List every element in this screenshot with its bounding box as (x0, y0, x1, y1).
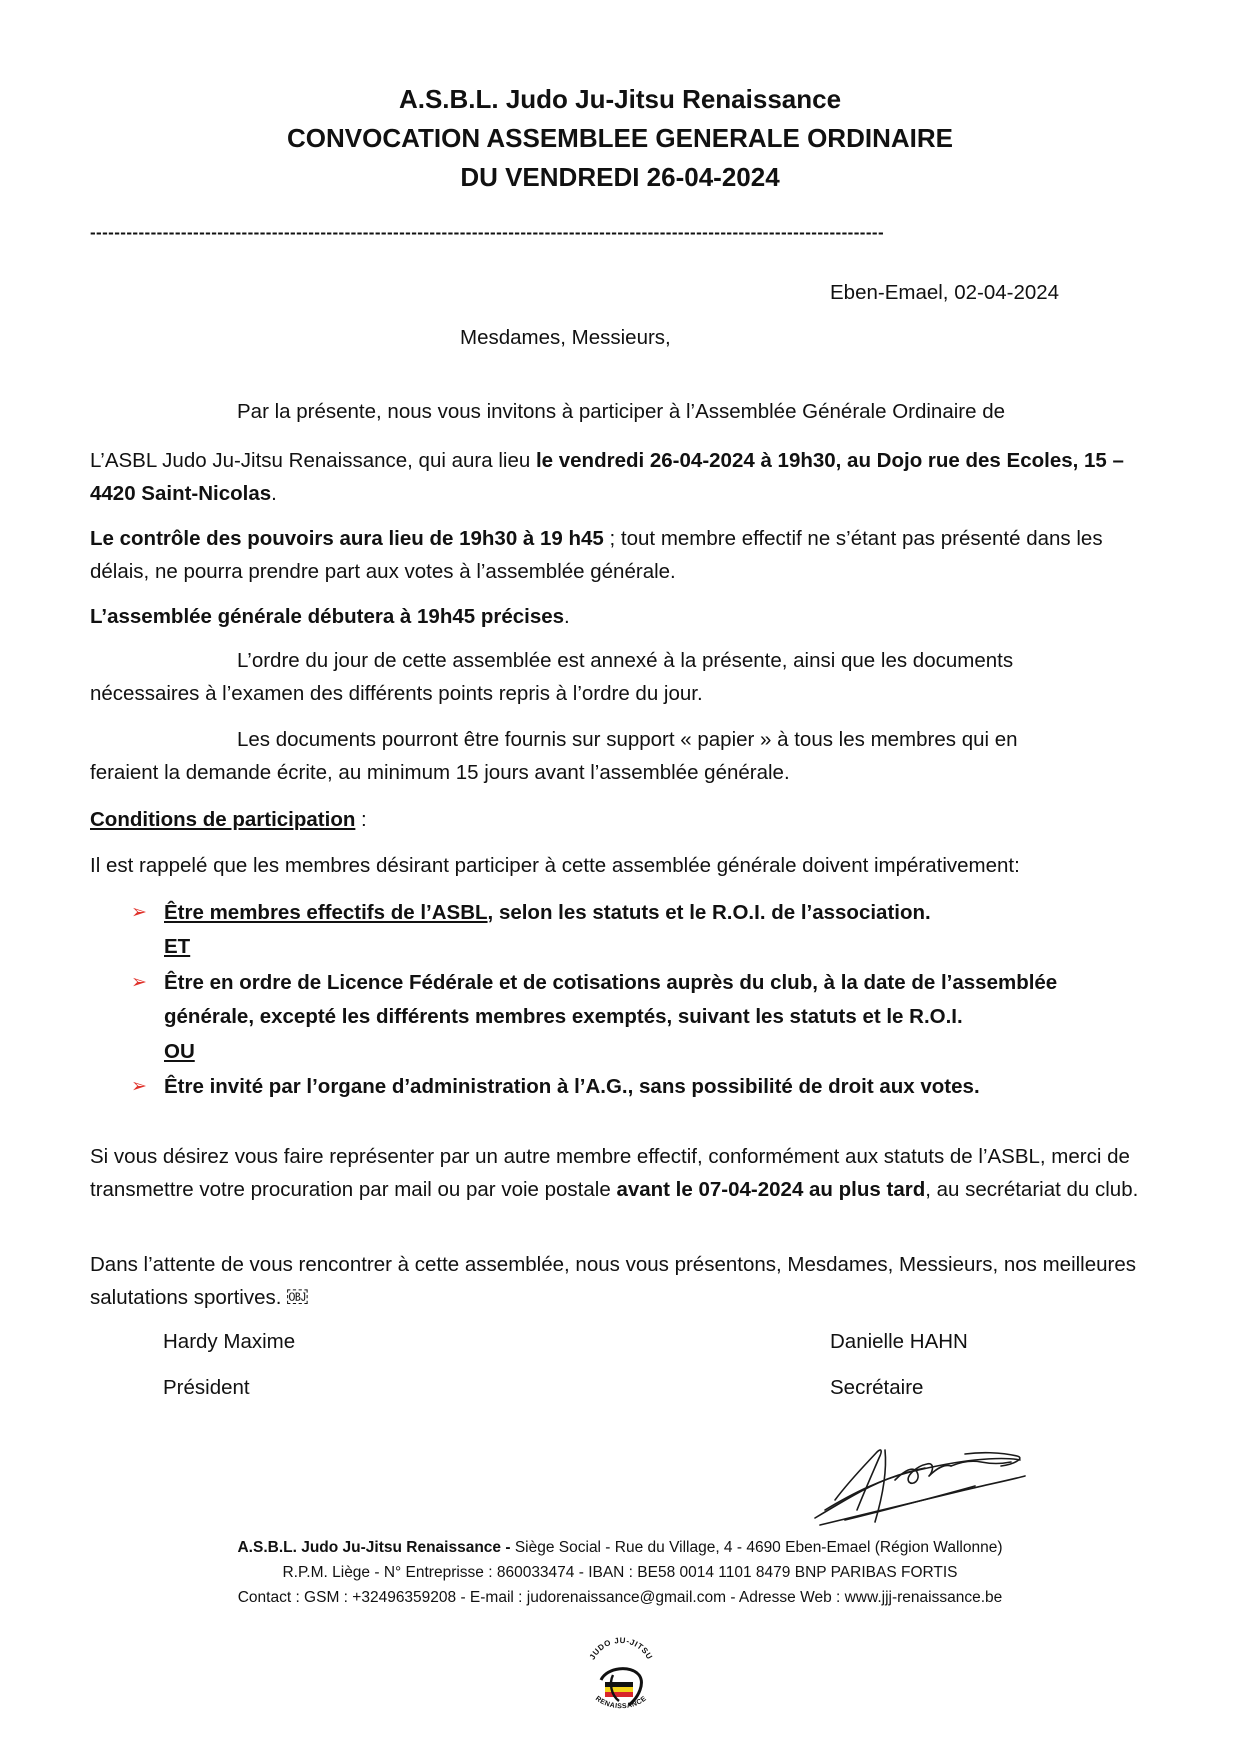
paragraph-4-line-1: L’ordre du jour de cette assemblée est annexé à la présente, ainsi que les documents (237, 649, 1014, 672)
condition-2-text: Être en ordre de Licence Fédérale et de cotisations auprès du club, à la date de l’assemblée générale, excepté les différents membres exemptés, suivant les statuts et le R.O.I. (164, 971, 1058, 1028)
footer-line-1 (0, 1535, 1240, 1560)
footer-line-2: R.P.M. Liège - N° Entreprisse : 860033474 - IBAN : BE58 0014 1101 8479 BNP PARIBAS FORTIS (282, 1564, 958, 1581)
paragraph-6-text: Si vous désirez vous faire représenter par un autre membre effectif, conformément aux statuts de l’ASBL, merci de transmettre votre procuration par mail ou par voie postale (90, 1145, 1130, 1201)
handwritten-signature (805, 1440, 1035, 1530)
condition-item-2 (131, 966, 1135, 1034)
title-convocation: CONVOCATION ASSEMBLEE GENERALE ORDINAIRE (287, 123, 953, 153)
separator-ou: OU (164, 1040, 195, 1063)
footer-organization: A.S.B.L. Judo Ju-Jitsu Renaissance - (237, 1539, 511, 1556)
logo-top-text: JUDO JU-JITSU (587, 1635, 655, 1662)
title-date: DU VENDREDI 26-04-2024 (460, 162, 780, 192)
paragraph-4-line-2: nécessaires à l’examen des différents points repris à l’ordre du jour. (90, 682, 703, 705)
paragraph-2-text: ; tout membre effectif ne s’étant pas présenté dans les délais, ne pourra prendre part aux votes à l’assemblée générale. (90, 527, 1103, 583)
arrow-bullet-icon: ➢ (131, 902, 147, 923)
signatory-right-name: Danielle HAHN (830, 1330, 968, 1353)
condition-item-3 (131, 1070, 1135, 1104)
paragraph-6 (90, 1140, 1155, 1206)
place-date: Eben-Emael, 02-04-2024 (830, 281, 1060, 304)
paragraph-7: Dans l’attente de vous rencontrer à cette assemblée, nous vous présentons, Mesdames, Messieurs, nos meilleures salutations sportives. ￼ (90, 1253, 1137, 1309)
signatory-left-name: Hardy Maxime (163, 1330, 296, 1353)
conditions-title: Conditions de participation (90, 808, 356, 831)
condition-item-1 (131, 896, 1135, 930)
condition-1-underlined: Être membres effectifs de l’ASBL (164, 901, 488, 924)
paragraph-6-end: , au secrétariat du club. (925, 1178, 1139, 1201)
paragraph-3-end: . (564, 605, 570, 628)
title-organization: A.S.B.L. Judo Ju-Jitsu Renaissance (398, 84, 842, 114)
arrow-bullet-icon: ➢ (131, 1076, 147, 1097)
proxy-check-time: Le contrôle des pouvoirs aura lieu de 19h30 à 19 h45 (90, 527, 604, 550)
paragraph-1-text: L’ASBL Judo Ju-Jitsu Renaissance, qui aura lieu (90, 449, 536, 472)
condition-1-text: , selon les statuts et le R.O.I. de l’association. (487, 901, 931, 924)
conditions-heading (90, 804, 367, 836)
footer-line-3: Contact : GSM : +32496359208 - E-mail : judorenaissance@gmail.com - Adresse Web : www.jjj-renaissance.be (237, 1589, 1003, 1606)
paragraph-1-end: . (271, 482, 277, 505)
svg-text:RENAISSANCE (594, 1695, 648, 1710)
paragraph-2 (90, 522, 1155, 588)
condition-3-text: Être invité par l’organe d’administration à l’A.G., sans possibilité de droit aux votes. (164, 1075, 980, 1098)
paragraph-5-line-2: feraient la demande écrite, au minimum 15 jours avant l’assemblée générale. (90, 761, 790, 784)
logo-bottom-text: RENAISSANCE (593, 1695, 649, 1711)
signatory-right-role: Secrétaire (830, 1376, 924, 1399)
footer-address: Siège Social - Rue du Village, 4 - 4690 Eben-Emael (Région Wallonne) (510, 1539, 1003, 1556)
conditions-intro: Il est rappelé que les membres désirant participer à cette assemblée générale doivent impérativement: (90, 854, 1020, 877)
conditions-colon: : (355, 808, 367, 831)
proxy-deadline: avant le 07-04-2024 au plus tard (616, 1178, 926, 1201)
signatory-left-role: Président (163, 1376, 250, 1399)
paragraph-1-line-1: Par la présente, nous vous invitons à participer à l’Assemblée Générale Ordinaire de (237, 400, 1006, 423)
paragraph-5-line-1: Les documents pourront être fournis sur support « papier » à tous les membres qui en (237, 728, 1018, 751)
separator-et: ET (164, 935, 191, 958)
assembly-start-time: L’assemblée générale débutera à 19h45 précises (90, 605, 565, 628)
meeting-date-location: le vendredi 26-04-2024 à 19h30, au Dojo rue des Ecoles, 15 – 4420 Saint-Nicolas (90, 449, 1124, 505)
svg-text:JUDO JU-JITSU (588, 1636, 655, 1661)
paragraph-1 (90, 444, 1155, 510)
arrow-bullet-icon: ➢ (131, 972, 147, 993)
paragraph-3 (90, 600, 1155, 633)
club-logo (583, 1625, 659, 1725)
dashed-separator: ----------------------------------------------------------------------------------------------------------------------------------- (90, 223, 885, 242)
salutation: Mesdames, Messieurs, (460, 326, 671, 349)
